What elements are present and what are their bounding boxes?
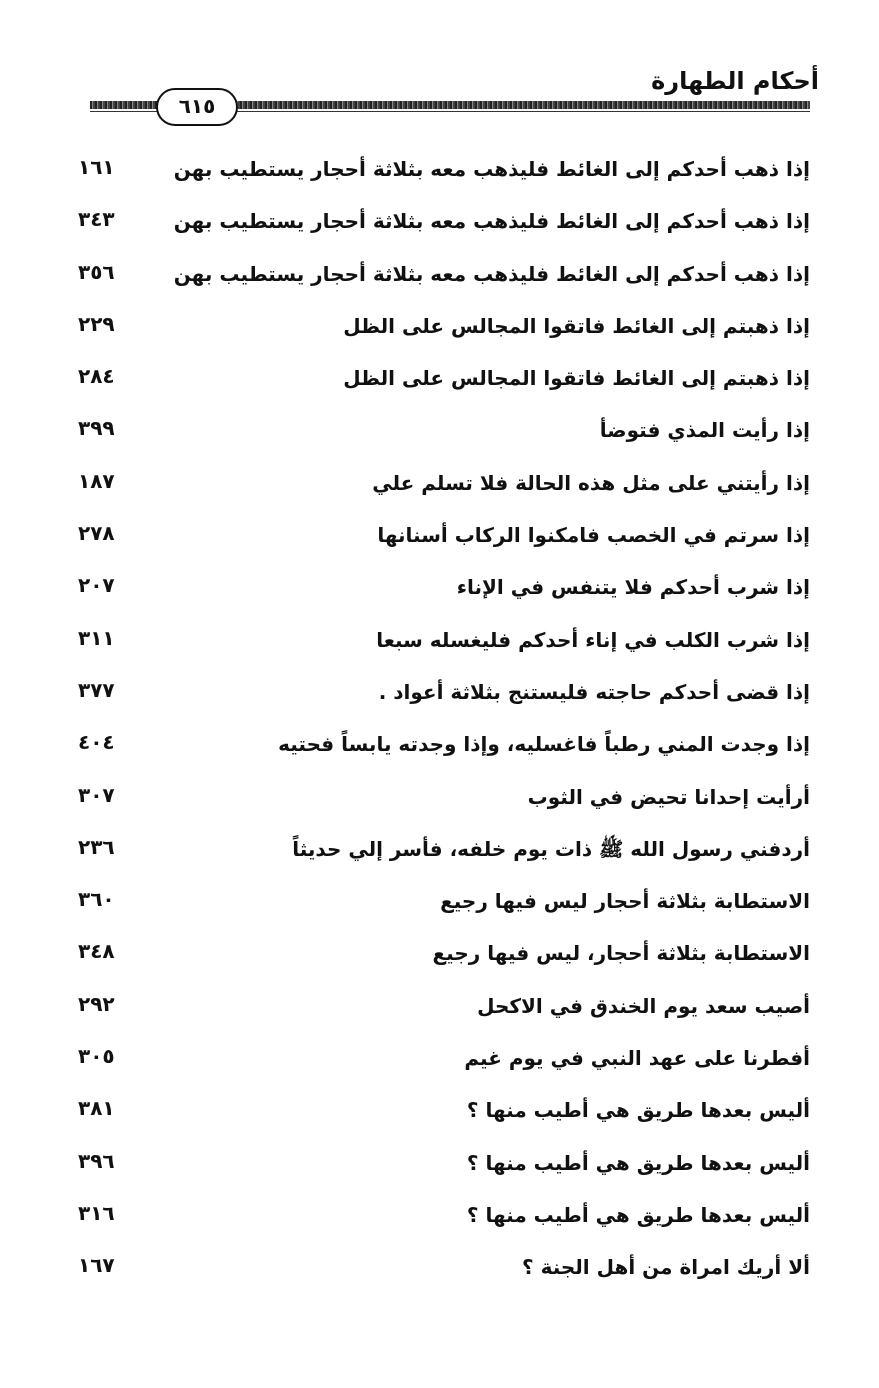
hadith-text: أليس بعدها طريق هي أطيب منها ؟ bbox=[466, 1202, 810, 1227]
hadith-text: أليس بعدها طريق هي أطيب منها ؟ bbox=[466, 1098, 810, 1123]
index-entry bbox=[60, 146, 810, 198]
hadith-text: إذا ذهبتم إلى الغائط فاتقوا المجالس على الظل bbox=[343, 313, 810, 338]
hadith-text: إذا قضى أحدكم حاجته فليستنج بثلاثة أعواد . bbox=[378, 679, 810, 704]
page-reference: ٣٩٩ bbox=[78, 416, 115, 441]
page-reference: ٢٨٤ bbox=[78, 364, 115, 389]
index-entry bbox=[60, 1035, 810, 1087]
page-number-badge: ٦١٥ bbox=[156, 88, 238, 126]
hadith-text: إذا ذهب أحدكم إلى الغائط فليذهب معه بثلاثة أحجار يستطيب بهن bbox=[173, 157, 810, 181]
index-entry bbox=[60, 669, 810, 721]
page-reference: ٣٤٣ bbox=[78, 207, 115, 232]
hadith-text: إذا ذهب أحدكم إلى الغائط فليذهب معه بثلاثة أحجار يستطيب بهن bbox=[173, 209, 810, 234]
page-reference: ٢٣٦ bbox=[78, 834, 115, 859]
index-entry bbox=[60, 460, 810, 512]
index-entry bbox=[60, 1192, 810, 1244]
page-reference: ٣٦٠ bbox=[78, 887, 115, 912]
index-entry bbox=[60, 1244, 810, 1296]
page-reference: ٢٧٨ bbox=[78, 521, 115, 546]
index-entry bbox=[60, 1087, 810, 1139]
page-reference: ٣٤٨ bbox=[78, 939, 115, 964]
index-entry bbox=[60, 198, 810, 250]
page-reference: ٣٠٥ bbox=[78, 1044, 115, 1069]
page-reference: ٣١١ bbox=[78, 625, 115, 650]
hadith-text: إذا رأيتني على مثل هذه الحالة فلا تسلم علي bbox=[372, 470, 810, 495]
page-reference: ١٦٧ bbox=[78, 1253, 115, 1278]
page-reference: ١٨٧ bbox=[78, 468, 115, 493]
hadith-text: ألا أريك امراة من أهل الجنة ؟ bbox=[522, 1255, 810, 1280]
index-entry bbox=[60, 512, 810, 564]
page-reference: ٣٠٧ bbox=[78, 782, 115, 807]
hadith-text: الاستطابة بثلاثة أحجار ليس فيها رجيع bbox=[440, 889, 810, 914]
hadith-text: إذا رأيت المذي فتوضأ bbox=[599, 418, 810, 443]
index-entry bbox=[60, 407, 810, 459]
index-entry bbox=[60, 617, 810, 669]
hadith-text: أردفني رسول الله ﷺ ذات يوم خلفه، فأسر إلي حديثاً bbox=[292, 836, 810, 861]
page-reference: ٣٥٦ bbox=[78, 259, 115, 284]
page-reference: ٢٩٢ bbox=[78, 991, 115, 1016]
hadith-text: إذا ذهب أحدكم إلى الغائط فليذهب معه بثلاثة أحجار يستطيب بهن bbox=[173, 261, 810, 286]
hadith-text: الاستطابة بثلاثة أحجار، ليس فيها رجيع bbox=[432, 941, 810, 966]
hadith-text: إذا وجدت المني رطباً فاغسليه، وإذا وجدته يابساً فحتيه bbox=[278, 732, 810, 757]
index-entry bbox=[60, 930, 810, 982]
page-reference: ٢٢٩ bbox=[78, 311, 115, 336]
index-entry bbox=[60, 303, 810, 355]
page-reference: ٣٧٧ bbox=[78, 677, 115, 702]
hadith-text: إذا سرتم في الخصب فامكنوا الركاب أسنانها bbox=[377, 523, 810, 548]
page-reference: ٤٠٤ bbox=[78, 730, 115, 755]
index-entry bbox=[60, 878, 810, 930]
index-entry bbox=[60, 774, 810, 826]
index-entry bbox=[60, 721, 810, 773]
hadith-text: أصيب سعد يوم الخندق في الاكحل bbox=[477, 993, 810, 1018]
page-reference: ٣١٦ bbox=[78, 1200, 115, 1225]
index-entry bbox=[60, 564, 810, 616]
index-entry bbox=[60, 1140, 810, 1192]
hadith-text: أرأيت إحدانا تحيض في الثوب bbox=[527, 784, 810, 809]
hadith-text: أفطرنا على عهد النبي في يوم غيم bbox=[464, 1046, 810, 1071]
page-reference: ٣٨١ bbox=[78, 1096, 115, 1121]
hadith-text: إذا شرب الكلب في إناء أحدكم فليغسله سبعا bbox=[376, 627, 810, 652]
hadith-index-list bbox=[60, 146, 810, 1297]
index-entry bbox=[60, 983, 810, 1035]
page-reference: ١٦١ bbox=[78, 155, 115, 179]
index-entry bbox=[60, 826, 810, 878]
hadith-text: أليس بعدها طريق هي أطيب منها ؟ bbox=[466, 1150, 810, 1175]
hadith-text: إذا شرب أحدكم فلا يتنفس في الإناء bbox=[456, 575, 810, 600]
index-entry bbox=[60, 251, 810, 303]
running-head-title: أحكام الطهارة bbox=[651, 67, 819, 95]
hadith-text: إذا ذهبتم إلى الغائط فاتقوا المجالس على الظل bbox=[343, 366, 810, 391]
index-entry bbox=[60, 355, 810, 407]
page-reference: ٣٩٦ bbox=[78, 1148, 115, 1173]
page-reference: ٢٠٧ bbox=[78, 573, 115, 598]
